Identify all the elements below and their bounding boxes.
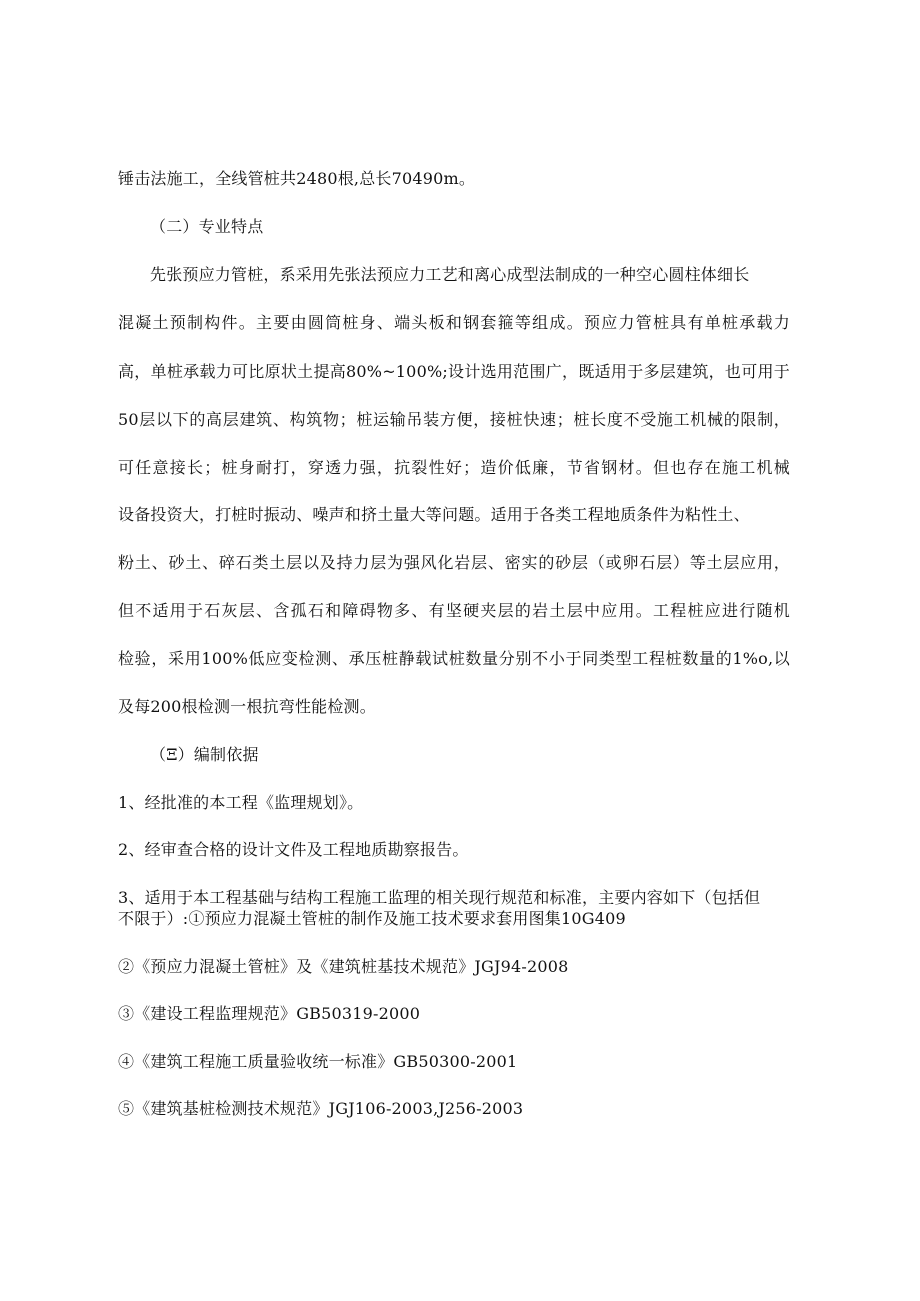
paragraph-line: 50层以下的高层建筑、构筑物；桩运输吊装方便，接桩快速；桩长度不受施工机械的限制， bbox=[118, 410, 790, 429]
paragraph-line: 检验，采用100%低应变检测、承压桩静载试桩数量分别不小于同类型工程桩数量的1%o,以 bbox=[118, 649, 790, 668]
basis-item: ⑤《建筑基桩检测技术规范》JGJ106-2003,J256-2003 bbox=[118, 1099, 524, 1118]
paragraph-line: 粉土、砂土、碎石类土层以及持力层为强风化岩层、密实的砂层（或卵石层）等土层应用， bbox=[118, 553, 790, 572]
section-heading-basis: （Ξ）编制依据 bbox=[150, 745, 259, 764]
paragraph-line: 混凝土预制构件。主要由圆筒桩身、端头板和钢套箍等组成。预应力管桩具有单桩承载力 bbox=[118, 313, 790, 332]
paragraph-line: 但不适用于石灰层、含孤石和障碍物多、有坚硬夹层的岩土层中应用。工程桩应进行随机 bbox=[118, 601, 790, 620]
intro-line: 锤击法施工，全线管桩共2480根,总长70490m。 bbox=[118, 169, 476, 188]
paragraph-line: 高，单桩承载力可比原状土提高80%~100%;设计选用范围广，既适用于多层建筑，也可用于 bbox=[118, 362, 790, 381]
paragraph-line: 及每200根检测一根抗弯性能检测。 bbox=[118, 697, 376, 716]
basis-item: 1、经批准的本工程《监理规划》。 bbox=[118, 793, 364, 812]
basis-item: 2、经审查合格的设计文件及工程地质勘察报告。 bbox=[118, 840, 469, 859]
basis-item: ③《建设工程监理规范》GB50319-2000 bbox=[118, 1004, 421, 1023]
basis-item: 3、适用于本工程基础与结构工程施工监理的相关现行规范和标准，主要内容如下（包括但 bbox=[118, 888, 761, 907]
paragraph-line: 设备投资大，打桩时振动、噪声和挤土量大等问题。适用于各类工程地质条件为粘性土、 bbox=[118, 505, 750, 524]
section-heading-features: （二）专业特点 bbox=[150, 217, 264, 236]
paragraph-line: 可任意接长；桩身耐打，穿透力强，抗裂性好；造价低廉，节省钢材。但也存在施工机械 bbox=[118, 458, 790, 477]
paragraph-line: 先张预应力管桩，系采用先张法预应力工艺和离心成型法制成的一种空心圆柱体细长 bbox=[150, 265, 750, 284]
basis-item: 不限于）:①预应力混凝土管桩的制作及施工技术要求套用图集10G409 bbox=[118, 909, 626, 928]
basis-item: ④《建筑工程施工质量验收统一标准》GB50300-2001 bbox=[118, 1052, 518, 1071]
basis-item: ②《预应力混凝土管桩》及《建筑桩基技术规范》JGJ94-2008 bbox=[118, 957, 569, 976]
